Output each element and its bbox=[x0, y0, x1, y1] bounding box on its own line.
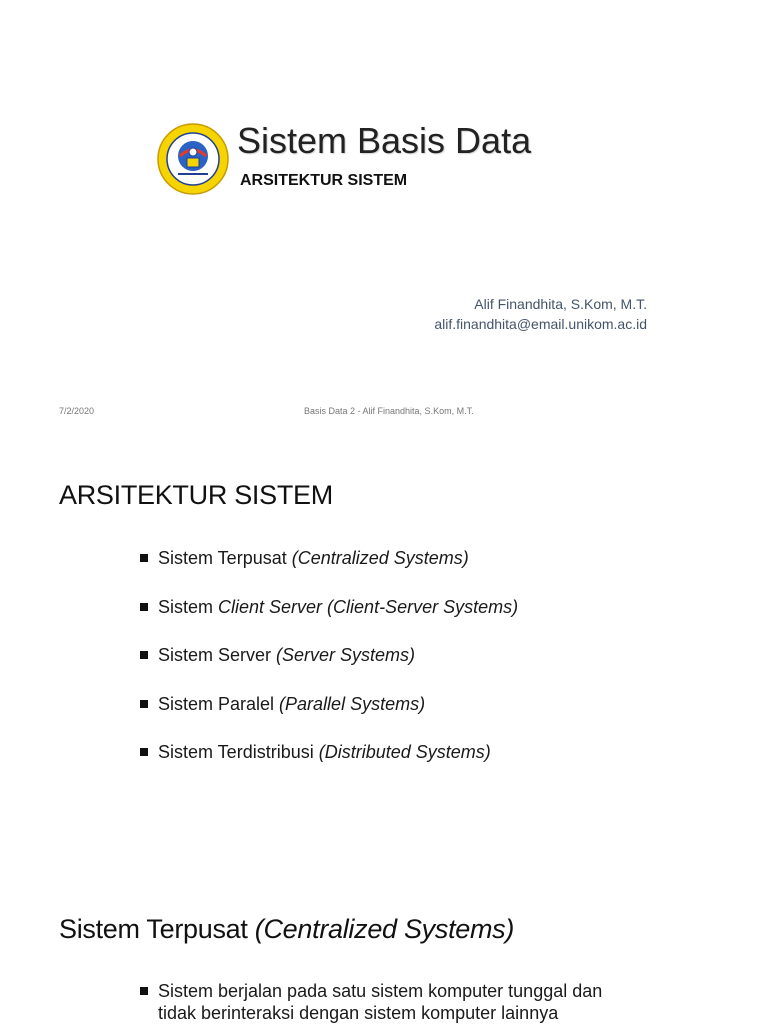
bullet-text-plain: Sistem Terdistribusi bbox=[158, 742, 319, 762]
heading-plain: Sistem Terpusat bbox=[59, 914, 255, 944]
presentation-title: Sistem Basis Data bbox=[237, 120, 532, 161]
bullet-text-italic: (Centralized Systems) bbox=[291, 548, 469, 568]
bullet-text-plain: Sistem Terpusat bbox=[158, 548, 292, 568]
list-item bbox=[138, 595, 518, 644]
bullet-text-plain: Sistem Paralel bbox=[158, 693, 280, 714]
heading-italic: (Centralized Systems) bbox=[254, 914, 515, 944]
bullet-text-plain: Sistem bbox=[158, 596, 219, 617]
bullet-list bbox=[138, 980, 658, 1024]
bullet-text-plain: Sistem Server bbox=[158, 645, 277, 665]
bullet-list bbox=[138, 546, 518, 789]
slide-heading bbox=[59, 914, 514, 945]
bullet-square-icon bbox=[140, 603, 148, 611]
bullet-line-2: tidak berinteraksi dengan sistem komputer lainnya bbox=[158, 1003, 559, 1023]
unikom-logo bbox=[156, 122, 230, 196]
bullet-square-icon bbox=[140, 700, 148, 708]
list-item bbox=[138, 546, 518, 595]
author-email: alif.finandhita@email.unikom.ac.id bbox=[434, 316, 647, 332]
list-item bbox=[138, 980, 658, 1024]
centralized-slide bbox=[0, 870, 768, 1024]
footer-text: Basis Data 2 - Alif Finandhita, S.Kom, M.T. bbox=[304, 406, 474, 416]
bullet-text-italic: (Distributed Systems) bbox=[318, 742, 491, 762]
title-slide bbox=[0, 0, 768, 430]
list-item bbox=[138, 692, 518, 741]
bullet-square-icon bbox=[140, 651, 148, 659]
bullet-square-icon bbox=[140, 554, 148, 562]
bullet-square-icon bbox=[140, 748, 148, 756]
author-block bbox=[434, 294, 647, 334]
bullet-text-italic: Client Server (Client-Server Systems) bbox=[218, 596, 519, 617]
architecture-slide bbox=[0, 430, 768, 870]
slide-heading: ARSITEKTUR SISTEM bbox=[59, 480, 333, 510]
bullet-square-icon bbox=[140, 987, 148, 995]
list-item bbox=[138, 740, 518, 789]
bullet-text-italic: (Parallel Systems) bbox=[279, 693, 426, 714]
presentation-subtitle: ARSITEKTUR SISTEM bbox=[240, 172, 408, 189]
footer-date: 7/2/2020 bbox=[59, 406, 95, 416]
list-item bbox=[138, 643, 518, 692]
bullet-text-italic: (Server Systems) bbox=[276, 645, 416, 665]
bullet-line-1: Sistem berjalan pada satu sistem komputer tunggal dan bbox=[158, 981, 603, 1001]
author-name: Alif Finandhita, S.Kom, M.T. bbox=[474, 296, 647, 312]
